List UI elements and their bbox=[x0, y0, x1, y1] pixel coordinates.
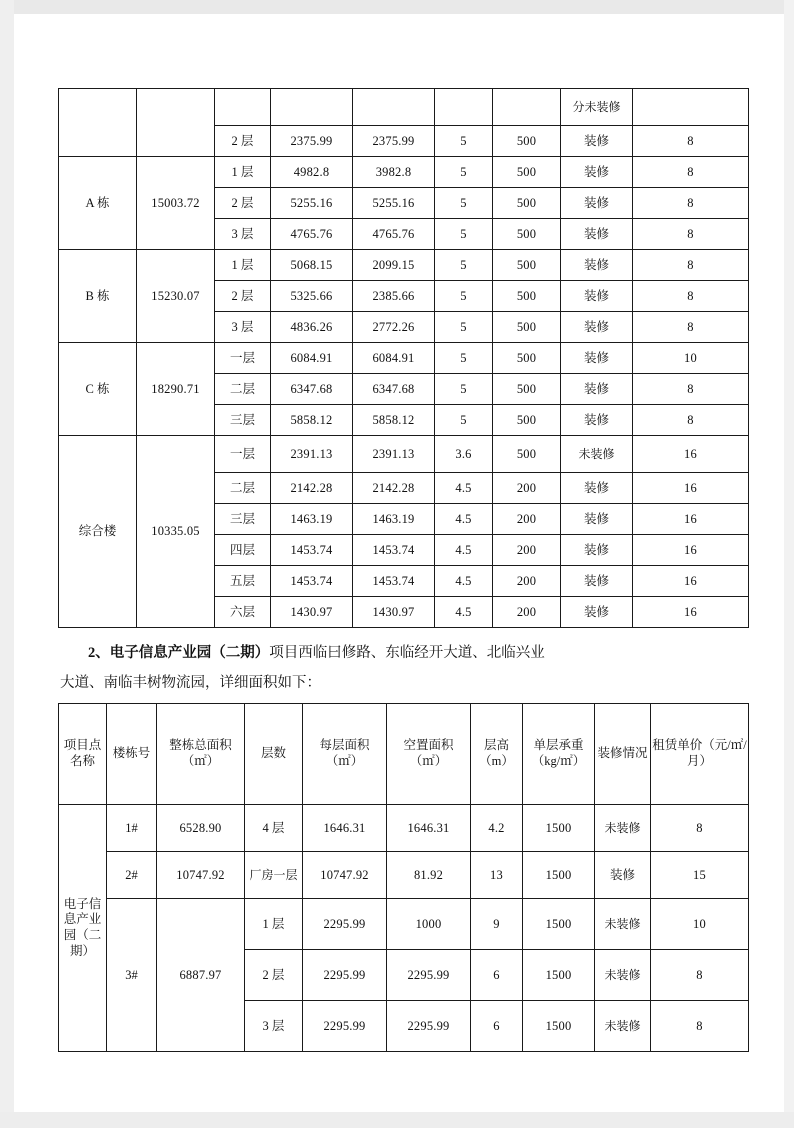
header-total-area: 整栋总面积（㎡） bbox=[157, 704, 245, 805]
cell-load: 500 bbox=[493, 281, 561, 312]
cell-price: 16 bbox=[633, 566, 749, 597]
header-decoration: 装修情况 bbox=[595, 704, 651, 805]
cell-vacant-area: 1646.31 bbox=[387, 805, 471, 852]
cell-decoration: 装修 bbox=[561, 281, 633, 312]
cell-area: 1453.74 bbox=[271, 566, 353, 597]
cell-load: 500 bbox=[493, 312, 561, 343]
cell-area: 4982.8 bbox=[271, 157, 353, 188]
cell-building: A 栋 bbox=[59, 157, 137, 250]
cell-height: 4.5 bbox=[435, 535, 493, 566]
cell-vacant: 5858.12 bbox=[353, 405, 435, 436]
cell-total: 15003.72 bbox=[137, 157, 215, 250]
cell-floor: 六层 bbox=[215, 597, 271, 628]
cell-price: 16 bbox=[633, 473, 749, 504]
cell-floor: 2 层 bbox=[215, 188, 271, 219]
scan-edge-left bbox=[0, 0, 14, 1128]
cell-load: 200 bbox=[493, 566, 561, 597]
cell-floor: 1 层 bbox=[215, 250, 271, 281]
cell-floor-area: 2295.99 bbox=[303, 899, 387, 950]
cell-load: 500 bbox=[493, 374, 561, 405]
cell-load: 500 bbox=[493, 343, 561, 374]
cell-area: 2391.13 bbox=[271, 436, 353, 473]
cell-decoration: 装修 bbox=[561, 566, 633, 597]
cell-area: 2375.99 bbox=[271, 126, 353, 157]
cell-project-name: 电子信息产业园（二期） bbox=[59, 805, 107, 1052]
cell-decoration: 装修 bbox=[561, 405, 633, 436]
cell-vacant bbox=[353, 89, 435, 126]
cell-height: 5 bbox=[435, 343, 493, 374]
cell-height: 4.5 bbox=[435, 473, 493, 504]
table-row bbox=[59, 899, 749, 950]
cell-price: 8 bbox=[633, 312, 749, 343]
cell-rent-price: 8 bbox=[651, 950, 749, 1001]
cell-decoration: 装修 bbox=[561, 504, 633, 535]
phase2-table bbox=[58, 703, 749, 1052]
cell-floor-height: 4.2 bbox=[471, 805, 523, 852]
section-text-line2: 大道、南临丰树物流园，详细面积如下： bbox=[60, 674, 321, 691]
cell-height: 4.5 bbox=[435, 566, 493, 597]
cell-vacant: 5255.16 bbox=[353, 188, 435, 219]
cell-height: 5 bbox=[435, 374, 493, 405]
cell-total: 15230.07 bbox=[137, 250, 215, 343]
cell-vacant: 1453.74 bbox=[353, 535, 435, 566]
cell-floor: 1 层 bbox=[215, 157, 271, 188]
cell-floor: 三层 bbox=[215, 504, 271, 535]
cell-decoration: 装修 bbox=[561, 374, 633, 405]
cell-vacant: 6347.68 bbox=[353, 374, 435, 405]
cell-decoration: 装修 bbox=[595, 852, 651, 899]
cell-decoration: 装修 bbox=[561, 157, 633, 188]
cell-building: 综合楼 bbox=[59, 436, 137, 628]
cell-height: 5 bbox=[435, 188, 493, 219]
cell-height: 3.6 bbox=[435, 436, 493, 473]
cell-decoration: 装修 bbox=[561, 312, 633, 343]
cell-price: 8 bbox=[633, 188, 749, 219]
cell-decoration: 装修 bbox=[561, 343, 633, 374]
cell-vacant-area: 81.92 bbox=[387, 852, 471, 899]
cell-building-no: 3# bbox=[107, 899, 157, 1052]
cell-price: 8 bbox=[633, 281, 749, 312]
cell-vacant: 2099.15 bbox=[353, 250, 435, 281]
cell-height: 5 bbox=[435, 126, 493, 157]
header-floor-area: 每层面积（㎡） bbox=[303, 704, 387, 805]
table-row bbox=[59, 343, 749, 374]
cell-height: 5 bbox=[435, 250, 493, 281]
cell-floor-height: 6 bbox=[471, 950, 523, 1001]
cell-area: 5325.66 bbox=[271, 281, 353, 312]
cell-vacant-area: 1000 bbox=[387, 899, 471, 950]
cell-floor-load: 1500 bbox=[523, 805, 595, 852]
section-number: 2、 bbox=[88, 645, 110, 661]
header-floor-load: 单层承重（kg/㎡） bbox=[523, 704, 595, 805]
scan-edge-bottom bbox=[0, 1112, 794, 1128]
cell-floor: 四层 bbox=[215, 535, 271, 566]
table-row bbox=[59, 852, 749, 899]
document-content bbox=[58, 88, 748, 1052]
cell-total-area: 6528.90 bbox=[157, 805, 245, 852]
cell-price: 8 bbox=[633, 126, 749, 157]
cell-area bbox=[271, 89, 353, 126]
cell-vacant-area: 2295.99 bbox=[387, 1001, 471, 1052]
cell-rent-price: 10 bbox=[651, 899, 749, 950]
cell-height: 5 bbox=[435, 157, 493, 188]
cell-area: 6084.91 bbox=[271, 343, 353, 374]
cell-vacant: 2385.66 bbox=[353, 281, 435, 312]
table-row bbox=[59, 250, 749, 281]
cell-area: 5255.16 bbox=[271, 188, 353, 219]
cell-area: 4765.76 bbox=[271, 219, 353, 250]
cell-height: 5 bbox=[435, 281, 493, 312]
cell-floor: 2 层 bbox=[215, 281, 271, 312]
cell-area: 5858.12 bbox=[271, 405, 353, 436]
cell-vacant: 6084.91 bbox=[353, 343, 435, 374]
cell-floor-count: 2 层 bbox=[245, 950, 303, 1001]
cell-area: 1453.74 bbox=[271, 535, 353, 566]
cell-building: B 栋 bbox=[59, 250, 137, 343]
cell-total-area: 10747.92 bbox=[157, 852, 245, 899]
cell-price: 8 bbox=[633, 250, 749, 281]
cell-total: 10335.05 bbox=[137, 436, 215, 628]
cell-load: 200 bbox=[493, 597, 561, 628]
cell-rent-price: 8 bbox=[651, 1001, 749, 1052]
cell-floor: 一层 bbox=[215, 436, 271, 473]
cell-building: C 栋 bbox=[59, 343, 137, 436]
cell-floor: 2 层 bbox=[215, 126, 271, 157]
cell-floor: 一层 bbox=[215, 343, 271, 374]
cell-decoration: 装修 bbox=[561, 473, 633, 504]
section-title: 电子信息产业园（二期） bbox=[109, 645, 270, 661]
cell-price: 8 bbox=[633, 219, 749, 250]
table-row bbox=[59, 89, 749, 126]
cell-decoration: 未装修 bbox=[595, 805, 651, 852]
cell-decoration: 装修 bbox=[561, 188, 633, 219]
cell-load: 200 bbox=[493, 535, 561, 566]
cell-vacant: 2375.99 bbox=[353, 126, 435, 157]
cell-load: 200 bbox=[493, 473, 561, 504]
cell-load: 200 bbox=[493, 504, 561, 535]
cell-load: 500 bbox=[493, 157, 561, 188]
cell-vacant: 3982.8 bbox=[353, 157, 435, 188]
cell-load: 500 bbox=[493, 436, 561, 473]
cell-price: 16 bbox=[633, 436, 749, 473]
cell-floor-area: 1646.31 bbox=[303, 805, 387, 852]
phase1-table bbox=[58, 88, 749, 628]
cell-price: 16 bbox=[633, 535, 749, 566]
cell-load bbox=[493, 89, 561, 126]
cell-vacant: 4765.76 bbox=[353, 219, 435, 250]
cell-floor-load: 1500 bbox=[523, 1001, 595, 1052]
cell-floor: 二层 bbox=[215, 473, 271, 504]
cell-floor-count: 厂房一层 bbox=[245, 852, 303, 899]
cell-height: 5 bbox=[435, 219, 493, 250]
cell-area: 5068.15 bbox=[271, 250, 353, 281]
cell-area: 1430.97 bbox=[271, 597, 353, 628]
cell-decoration: 装修 bbox=[561, 219, 633, 250]
cell-vacant-area: 2295.99 bbox=[387, 950, 471, 1001]
header-project-name: 项目点名称 bbox=[59, 704, 107, 805]
section-paragraph-line2 bbox=[58, 670, 748, 698]
cell-load: 500 bbox=[493, 126, 561, 157]
cell-vacant: 1430.97 bbox=[353, 597, 435, 628]
cell-area: 2142.28 bbox=[271, 473, 353, 504]
cell-rent-price: 8 bbox=[651, 805, 749, 852]
cell-decoration: 分未装修 bbox=[561, 89, 633, 126]
table-row bbox=[59, 436, 749, 473]
table-header-row bbox=[59, 704, 749, 805]
scan-edge-top bbox=[0, 0, 794, 14]
cell-decoration: 未装修 bbox=[595, 950, 651, 1001]
cell-decoration: 装修 bbox=[561, 126, 633, 157]
header-building-no: 楼栋号 bbox=[107, 704, 157, 805]
cell-rent-price: 15 bbox=[651, 852, 749, 899]
cell-price: 16 bbox=[633, 597, 749, 628]
header-vacant-area: 空置面积（㎡） bbox=[387, 704, 471, 805]
cell-total-area: 6887.97 bbox=[157, 899, 245, 1052]
cell-area: 4836.26 bbox=[271, 312, 353, 343]
cell-floor bbox=[215, 89, 271, 126]
table-row bbox=[59, 805, 749, 852]
cell-height bbox=[435, 89, 493, 126]
cell-decoration: 装修 bbox=[561, 535, 633, 566]
cell-floor: 3 层 bbox=[215, 312, 271, 343]
cell-floor-height: 9 bbox=[471, 899, 523, 950]
cell-total bbox=[137, 89, 215, 157]
cell-decoration: 未装修 bbox=[595, 1001, 651, 1052]
cell-building bbox=[59, 89, 137, 157]
cell-building-no: 1# bbox=[107, 805, 157, 852]
cell-price: 8 bbox=[633, 405, 749, 436]
cell-building-no: 2# bbox=[107, 852, 157, 899]
cell-total: 18290.71 bbox=[137, 343, 215, 436]
cell-price bbox=[633, 89, 749, 126]
cell-price: 8 bbox=[633, 374, 749, 405]
header-floor-count: 层数 bbox=[245, 704, 303, 805]
section-text-line1: 项目西临曰修路、东临经开大道、北临兴业 bbox=[269, 645, 545, 661]
cell-vacant: 2142.28 bbox=[353, 473, 435, 504]
cell-floor-load: 1500 bbox=[523, 852, 595, 899]
cell-price: 8 bbox=[633, 157, 749, 188]
cell-decoration: 未装修 bbox=[561, 436, 633, 473]
cell-floor: 二层 bbox=[215, 374, 271, 405]
cell-height: 4.5 bbox=[435, 504, 493, 535]
cell-floor-load: 1500 bbox=[523, 950, 595, 1001]
cell-load: 500 bbox=[493, 250, 561, 281]
cell-decoration: 未装修 bbox=[595, 899, 651, 950]
cell-area: 6347.68 bbox=[271, 374, 353, 405]
cell-decoration: 装修 bbox=[561, 250, 633, 281]
cell-floor-area: 10747.92 bbox=[303, 852, 387, 899]
cell-floor-height: 13 bbox=[471, 852, 523, 899]
cell-price: 16 bbox=[633, 504, 749, 535]
cell-vacant: 2391.13 bbox=[353, 436, 435, 473]
cell-load: 500 bbox=[493, 405, 561, 436]
section-paragraph bbox=[58, 640, 748, 668]
cell-vacant: 1453.74 bbox=[353, 566, 435, 597]
cell-load: 500 bbox=[493, 188, 561, 219]
cell-floor-count: 3 层 bbox=[245, 1001, 303, 1052]
cell-floor-load: 1500 bbox=[523, 899, 595, 950]
cell-height: 5 bbox=[435, 405, 493, 436]
cell-floor: 3 层 bbox=[215, 219, 271, 250]
cell-vacant: 1463.19 bbox=[353, 504, 435, 535]
cell-height: 5 bbox=[435, 312, 493, 343]
cell-vacant: 2772.26 bbox=[353, 312, 435, 343]
cell-floor-area: 2295.99 bbox=[303, 950, 387, 1001]
cell-floor-area: 2295.99 bbox=[303, 1001, 387, 1052]
cell-floor-height: 6 bbox=[471, 1001, 523, 1052]
cell-floor-count: 1 层 bbox=[245, 899, 303, 950]
cell-load: 500 bbox=[493, 219, 561, 250]
cell-height: 4.5 bbox=[435, 597, 493, 628]
cell-price: 10 bbox=[633, 343, 749, 374]
header-floor-height: 层高（m） bbox=[471, 704, 523, 805]
cell-floor: 五层 bbox=[215, 566, 271, 597]
cell-floor: 三层 bbox=[215, 405, 271, 436]
scan-edge-right bbox=[784, 0, 794, 1128]
header-rent-price: 租赁单价（元/㎡/月） bbox=[651, 704, 749, 805]
cell-area: 1463.19 bbox=[271, 504, 353, 535]
cell-decoration: 装修 bbox=[561, 597, 633, 628]
cell-floor-count: 4 层 bbox=[245, 805, 303, 852]
table-row bbox=[59, 157, 749, 188]
